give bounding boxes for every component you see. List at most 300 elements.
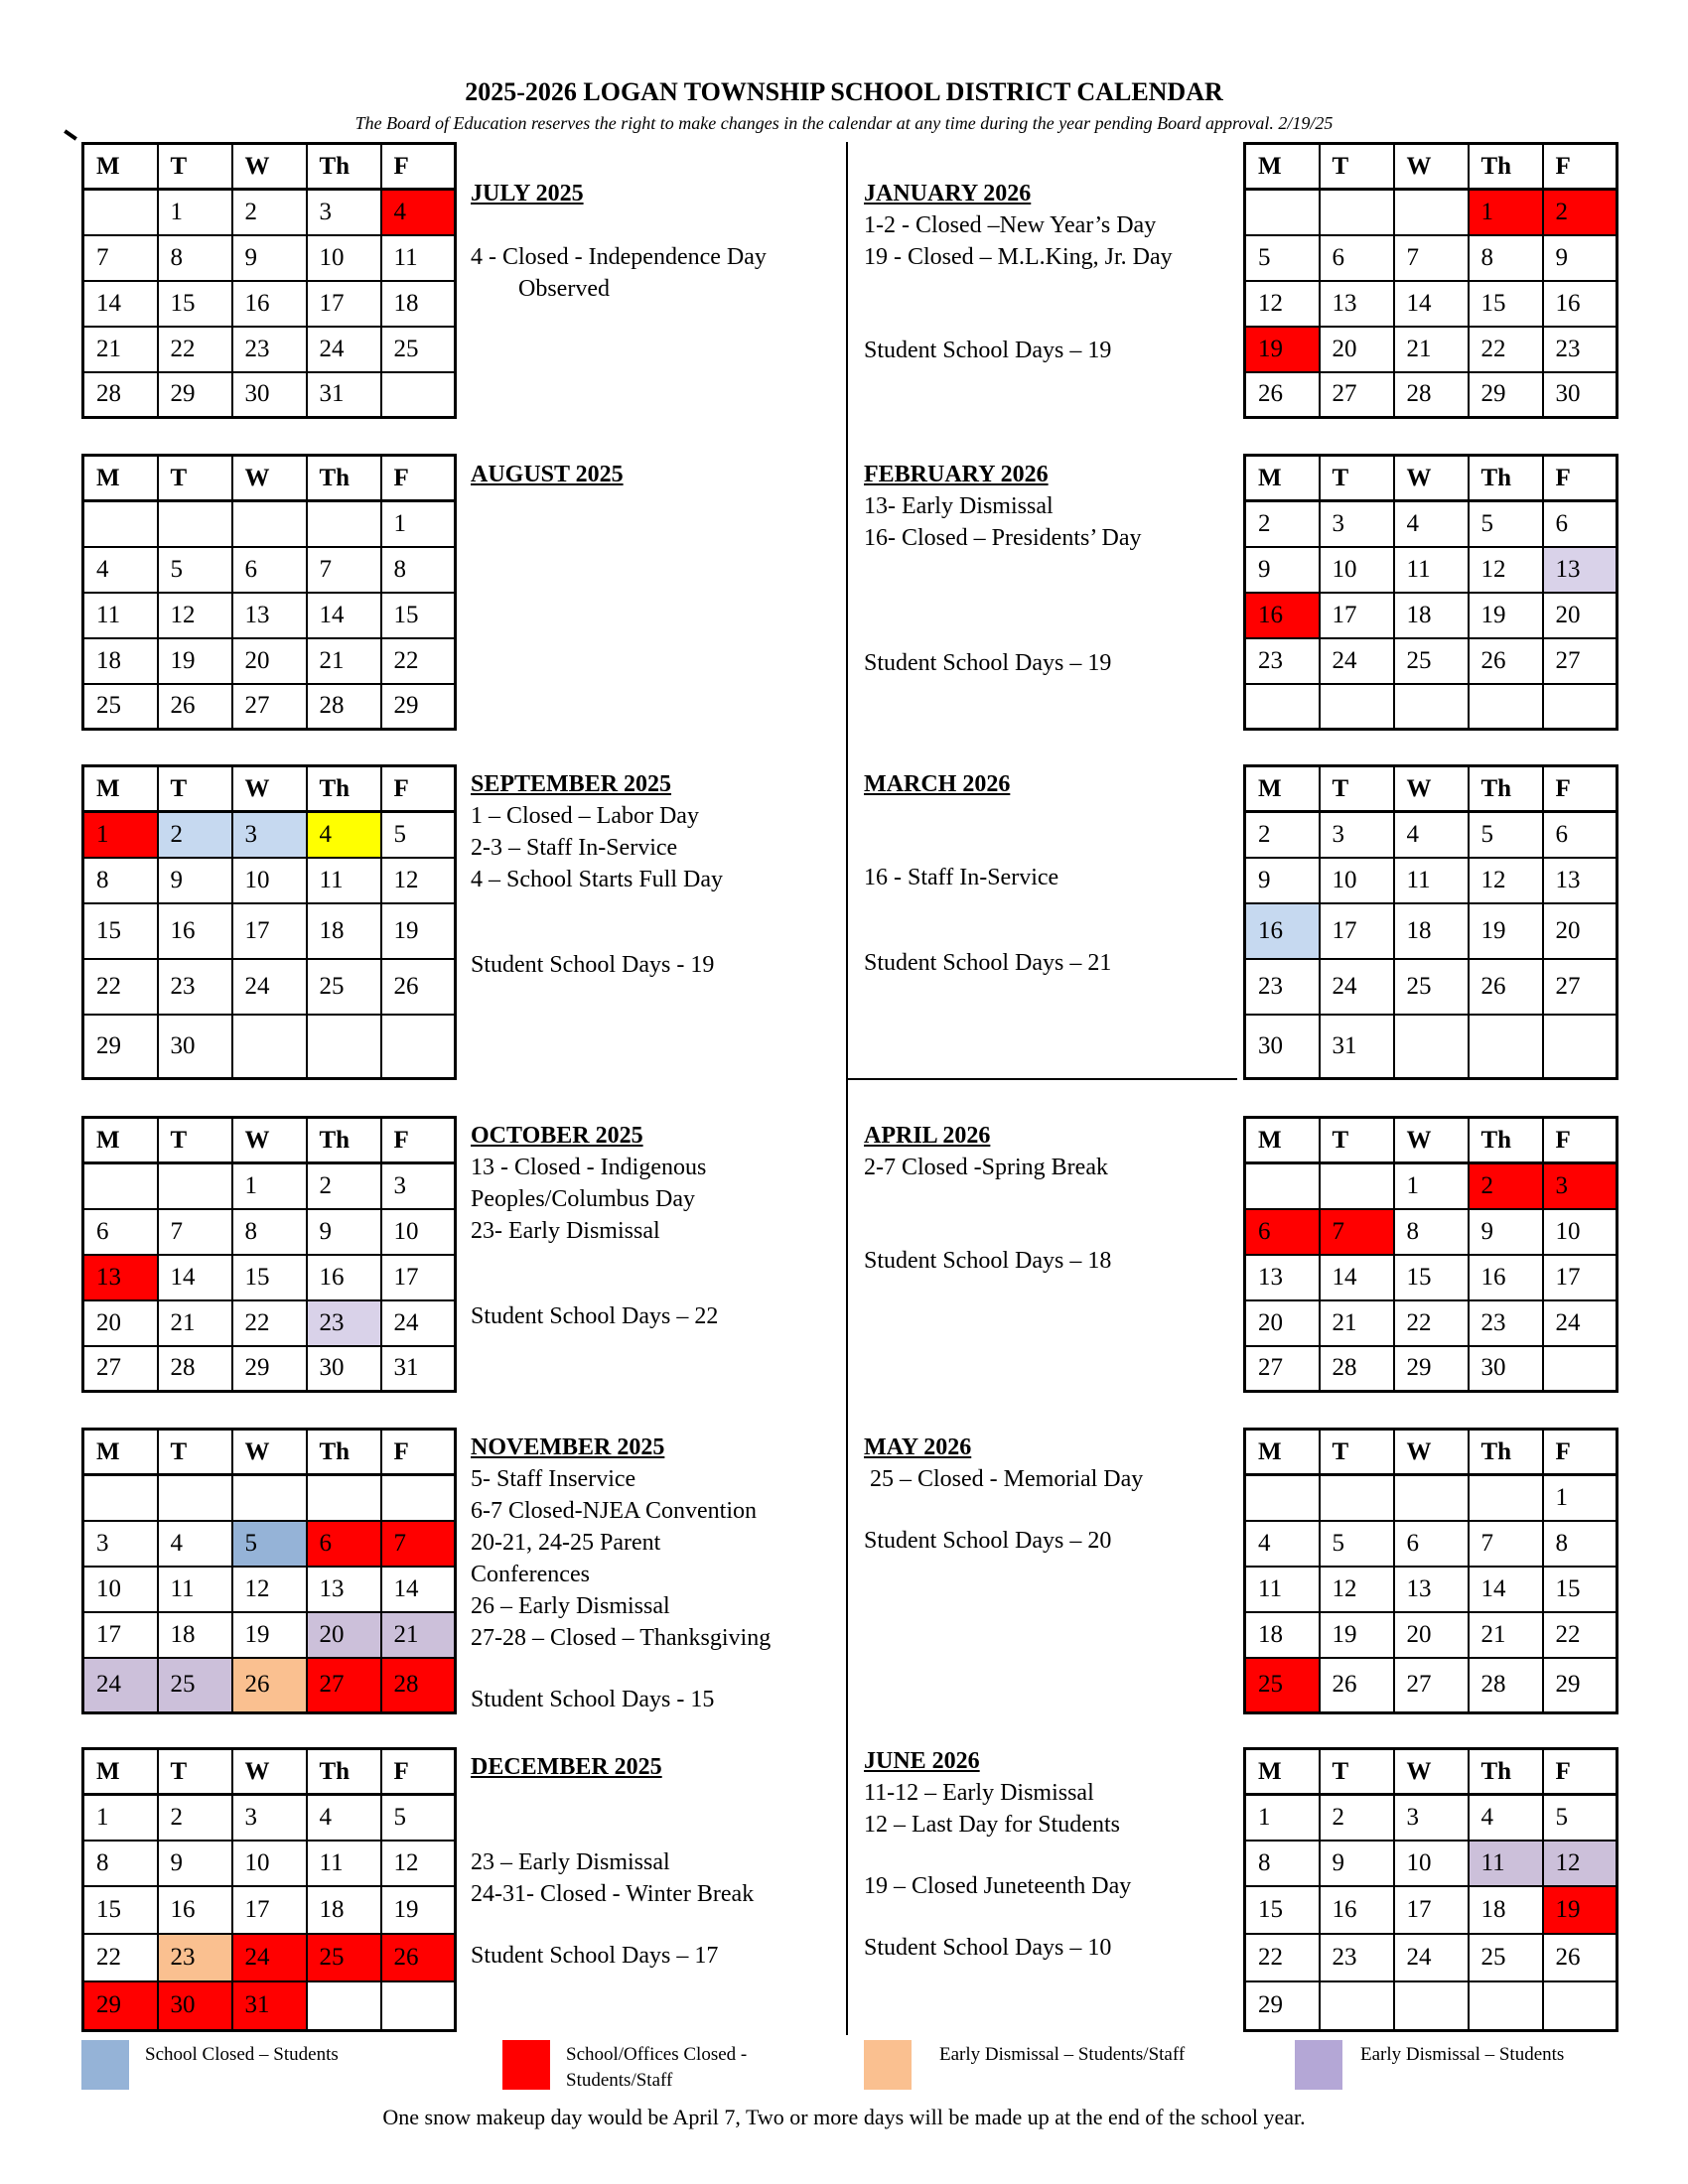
day-cell [307, 1475, 381, 1521]
weekday-header: M [1245, 766, 1320, 812]
day-cell [1245, 1475, 1320, 1521]
day-cell: 1 [232, 1163, 307, 1209]
week-row [1245, 501, 1618, 547]
day-cell: 29 [232, 1346, 307, 1392]
day-cell: 19 [1245, 327, 1320, 372]
day-cell: 3 [1394, 1795, 1469, 1841]
day-cell [1245, 1163, 1320, 1209]
day-cell: 28 [83, 372, 158, 418]
notes-dec [471, 1751, 838, 1972]
weekday-header: F [381, 144, 456, 190]
week-row [83, 638, 456, 684]
weekday-header: Th [307, 1430, 381, 1475]
week-row [1245, 1981, 1618, 2031]
day-cell: 8 [232, 1209, 307, 1255]
day-cell: 9 [1469, 1209, 1543, 1255]
day-cell: 5 [381, 812, 456, 858]
day-cell: 28 [307, 684, 381, 730]
event-feb-1: 13- Early Dismissal [864, 493, 1054, 519]
day-cell: 10 [1394, 1841, 1469, 1886]
day-cell: 2 [1245, 501, 1320, 547]
day-cell [307, 1981, 381, 2031]
day-cell [1394, 1981, 1469, 2031]
day-cell: 13 [1245, 1255, 1320, 1300]
day-cell: 13 [307, 1567, 381, 1612]
week-row [1245, 959, 1618, 1015]
day-cell [1469, 1475, 1543, 1521]
day-cell: 8 [1543, 1521, 1618, 1567]
day-cell: 5 [158, 547, 232, 593]
day-cell: 27 [1394, 1658, 1469, 1713]
weekday-header-row [1245, 1430, 1618, 1475]
event-jan-2: 19 - Closed – M.L.King, Jr. Day [864, 244, 1173, 270]
week-row [83, 1886, 456, 1934]
day-cell [1320, 1475, 1394, 1521]
day-cell: 27 [1245, 1346, 1320, 1392]
event-jul-2: Observed [518, 276, 610, 302]
weekday-header: W [1394, 1118, 1469, 1163]
day-cell: 22 [83, 1934, 158, 1981]
day-cell: 2 [1245, 812, 1320, 858]
week-row [1245, 812, 1618, 858]
day-cell: 11 [1245, 1567, 1320, 1612]
day-cell: 9 [307, 1209, 381, 1255]
day-cell: 17 [83, 1612, 158, 1658]
day-cell: 24 [1394, 1934, 1469, 1981]
day-cell: 31 [1320, 1015, 1394, 1079]
day-cell: 30 [1469, 1346, 1543, 1392]
event-feb-2: 16- Closed – Presidents’ Day [864, 525, 1142, 551]
day-cell: 1 [1543, 1475, 1618, 1521]
day-cell: 27 [83, 1346, 158, 1392]
school-days-jan: Student School Days – 19 [864, 338, 1112, 363]
day-cell: 14 [83, 281, 158, 327]
day-cell: 24 [232, 1934, 307, 1981]
day-cell: 5 [1469, 501, 1543, 547]
day-cell: 11 [1394, 547, 1469, 593]
calendar-grid-apr [1243, 1116, 1618, 1393]
weekday-header: F [381, 1118, 456, 1163]
weekday-header-row [1245, 1749, 1618, 1795]
legend-label-school-closed: School Closed – Students [145, 2044, 339, 2065]
weekday-header: Th [1469, 144, 1543, 190]
week-row [1245, 593, 1618, 638]
day-cell: 27 [1320, 372, 1394, 418]
day-cell: 10 [232, 1841, 307, 1886]
week-row [83, 684, 456, 730]
day-cell: 8 [1245, 1841, 1320, 1886]
day-cell: 18 [1245, 1612, 1320, 1658]
day-cell: 21 [1394, 327, 1469, 372]
day-cell: 20 [1543, 903, 1618, 959]
day-cell: 2 [1320, 1795, 1394, 1841]
week-row [83, 903, 456, 959]
day-cell: 20 [307, 1612, 381, 1658]
weekday-header: T [158, 766, 232, 812]
week-row [1245, 1521, 1618, 1567]
week-row [83, 1346, 456, 1392]
day-cell: 15 [381, 593, 456, 638]
weekday-header: Th [1469, 766, 1543, 812]
month-title-oct: OCTOBER 2025 [471, 1123, 643, 1149]
day-cell: 5 [381, 1795, 456, 1841]
week-row [83, 1567, 456, 1612]
weekday-header: W [232, 1749, 307, 1795]
day-cell: 29 [83, 1015, 158, 1079]
day-cell [1320, 1163, 1394, 1209]
day-cell [1245, 684, 1320, 730]
day-cell [381, 1015, 456, 1079]
day-cell: 15 [232, 1255, 307, 1300]
day-cell: 4 [1394, 501, 1469, 547]
day-cell: 18 [83, 638, 158, 684]
weekday-header-row [83, 766, 456, 812]
week-row [83, 812, 456, 858]
day-cell [1320, 1981, 1394, 2031]
day-cell: 14 [381, 1567, 456, 1612]
day-cell: 28 [1469, 1658, 1543, 1713]
day-cell [1543, 1346, 1618, 1392]
day-cell: 23 [232, 327, 307, 372]
weekday-header: T [1320, 456, 1394, 501]
day-cell [232, 501, 307, 547]
day-cell: 22 [158, 327, 232, 372]
day-cell: 31 [381, 1346, 456, 1392]
day-cell: 16 [1245, 593, 1320, 638]
day-cell: 8 [1394, 1209, 1469, 1255]
day-cell: 8 [158, 235, 232, 281]
day-cell: 19 [1469, 903, 1543, 959]
day-cell: 24 [381, 1300, 456, 1346]
day-cell: 27 [1543, 638, 1618, 684]
day-cell [1469, 1981, 1543, 2031]
week-row [83, 1521, 456, 1567]
calendar-grid-mar [1243, 764, 1618, 1080]
weekday-header: Th [1469, 456, 1543, 501]
weekday-header: M [1245, 456, 1320, 501]
legend-swatch-early-all [864, 2040, 912, 2090]
day-cell: 20 [1245, 1300, 1320, 1346]
notes-sep [471, 768, 838, 981]
school-days-feb: Student School Days – 19 [864, 650, 1112, 676]
day-cell: 12 [1469, 547, 1543, 593]
calendar-grid-feb [1243, 454, 1618, 731]
weekday-header-row [83, 1430, 456, 1475]
weekday-header-row [1245, 766, 1618, 812]
day-cell: 1 [1245, 1795, 1320, 1841]
day-cell: 19 [1469, 593, 1543, 638]
day-cell: 13 [1543, 547, 1618, 593]
day-cell: 25 [381, 327, 456, 372]
weekday-header: W [232, 456, 307, 501]
day-cell: 25 [307, 959, 381, 1015]
weekday-header: M [83, 456, 158, 501]
weekday-header: M [1245, 144, 1320, 190]
day-cell: 26 [158, 684, 232, 730]
day-cell: 16 [1543, 281, 1618, 327]
calendar-grid-jun [1243, 1747, 1618, 2032]
calendar-grid-oct [81, 1116, 457, 1393]
day-cell: 2 [158, 812, 232, 858]
legend-label-offices-closed [566, 2042, 747, 2094]
legend-label-early-students: Early Dismissal – Students [1360, 2044, 1565, 2065]
day-cell: 16 [232, 281, 307, 327]
day-cell [83, 190, 158, 235]
day-cell [1469, 684, 1543, 730]
day-cell: 29 [83, 1981, 158, 2031]
day-cell: 26 [381, 959, 456, 1015]
day-cell: 27 [232, 684, 307, 730]
day-cell: 16 [307, 1255, 381, 1300]
school-days-jun: Student School Days – 10 [864, 1935, 1112, 1961]
day-cell: 3 [307, 190, 381, 235]
day-cell [307, 1015, 381, 1079]
day-cell [1394, 1015, 1469, 1079]
day-cell [1394, 684, 1469, 730]
notes-apr [864, 1120, 1236, 1277]
day-cell: 22 [1394, 1300, 1469, 1346]
event-nov-4: Conferences [471, 1562, 590, 1587]
notes-may [864, 1432, 1236, 1557]
event-sep-3: 4 – School Starts Full Day [471, 867, 724, 892]
day-cell: 13 [83, 1255, 158, 1300]
day-cell: 28 [1394, 372, 1469, 418]
day-cell: 18 [158, 1612, 232, 1658]
day-cell: 9 [158, 858, 232, 903]
month-title-mar: MARCH 2026 [864, 771, 1011, 797]
weekday-header: Th [307, 1749, 381, 1795]
day-cell [1394, 190, 1469, 235]
day-cell: 12 [381, 858, 456, 903]
legend-label-offices-closed-line1: School/Offices Closed - [566, 2044, 748, 2065]
weekday-header: Th [1469, 1749, 1543, 1795]
day-cell: 9 [1543, 235, 1618, 281]
day-cell: 18 [1469, 1886, 1543, 1934]
day-cell: 17 [232, 903, 307, 959]
month-title-jan: JANUARY 2026 [864, 181, 1032, 206]
day-cell: 6 [1394, 1521, 1469, 1567]
day-cell: 10 [1543, 1209, 1618, 1255]
day-cell [1543, 1015, 1618, 1079]
event-jun-2: 12 – Last Day for Students [864, 1812, 1120, 1838]
day-cell: 25 [83, 684, 158, 730]
day-cell: 25 [158, 1658, 232, 1713]
day-cell: 26 [1469, 638, 1543, 684]
day-cell [1394, 1475, 1469, 1521]
day-cell: 26 [1245, 372, 1320, 418]
day-cell: 13 [1394, 1567, 1469, 1612]
event-nov-2: 6-7 Closed-NJEA Convention [471, 1498, 757, 1524]
notes-aug [471, 459, 838, 490]
day-cell: 3 [83, 1521, 158, 1567]
week-row [83, 235, 456, 281]
event-jan-1: 1-2 - Closed –New Year’s Day [864, 212, 1157, 238]
day-cell: 4 [381, 190, 456, 235]
day-cell: 29 [381, 684, 456, 730]
day-cell: 19 [1320, 1612, 1394, 1658]
event-oct-3: 23- Early Dismissal [471, 1218, 660, 1244]
weekday-header: F [381, 1749, 456, 1795]
day-cell: 29 [158, 372, 232, 418]
day-cell: 13 [1543, 858, 1618, 903]
weekday-header: W [232, 1430, 307, 1475]
day-cell [83, 1163, 158, 1209]
day-cell: 12 [1543, 1841, 1618, 1886]
weekday-header: T [158, 1430, 232, 1475]
day-cell: 5 [232, 1521, 307, 1567]
day-cell: 24 [232, 959, 307, 1015]
weekday-header-row [1245, 1118, 1618, 1163]
weekday-header-row [1245, 456, 1618, 501]
day-cell: 12 [232, 1567, 307, 1612]
weekday-header: Th [307, 766, 381, 812]
day-cell: 14 [158, 1255, 232, 1300]
day-cell: 2 [307, 1163, 381, 1209]
day-cell: 30 [158, 1981, 232, 2031]
weekday-header: T [158, 1749, 232, 1795]
day-cell: 16 [1320, 1886, 1394, 1934]
weekday-header: T [158, 1118, 232, 1163]
month-title-may: MAY 2026 [864, 1434, 972, 1460]
event-dec-1: 23 – Early Dismissal [471, 1849, 670, 1875]
day-cell [158, 501, 232, 547]
month-title-feb: FEBRUARY 2026 [864, 462, 1049, 487]
day-cell: 13 [232, 593, 307, 638]
day-cell [158, 1475, 232, 1521]
day-cell [307, 501, 381, 547]
day-cell: 1 [381, 501, 456, 547]
day-cell [232, 1475, 307, 1521]
day-cell: 21 [158, 1300, 232, 1346]
day-cell: 3 [1320, 812, 1394, 858]
week-row [1245, 1795, 1618, 1841]
day-cell: 9 [1320, 1841, 1394, 1886]
day-cell: 17 [307, 281, 381, 327]
weekday-header: M [83, 1430, 158, 1475]
notes-oct [471, 1120, 838, 1332]
day-cell: 16 [1245, 903, 1320, 959]
day-cell: 3 [1320, 501, 1394, 547]
day-cell: 20 [1394, 1612, 1469, 1658]
weekday-header: W [1394, 766, 1469, 812]
weekday-header: M [83, 144, 158, 190]
day-cell: 24 [307, 327, 381, 372]
day-cell: 13 [1320, 281, 1394, 327]
notes-feb [864, 459, 1236, 679]
day-cell: 14 [307, 593, 381, 638]
event-oct-1: 13 - Closed - Indigenous [471, 1155, 707, 1180]
day-cell: 17 [381, 1255, 456, 1300]
day-cell: 15 [1543, 1567, 1618, 1612]
month-title-jul: JULY 2025 [471, 181, 584, 206]
page-subtitle: The Board of Education reserves the right to make changes in the calendar at any time during the year pending Board approval. 2/19/25 [354, 113, 1334, 133]
day-cell: 4 [83, 547, 158, 593]
weekday-header: M [1245, 1749, 1320, 1795]
day-cell: 14 [1320, 1255, 1394, 1300]
weekday-header: T [1320, 766, 1394, 812]
week-row [1245, 1015, 1618, 1079]
day-cell: 9 [158, 1841, 232, 1886]
weekday-header-row [83, 456, 456, 501]
day-cell: 31 [307, 372, 381, 418]
weekday-header: W [232, 1118, 307, 1163]
day-cell: 18 [381, 281, 456, 327]
week-row [83, 1981, 456, 2031]
day-cell: 15 [83, 903, 158, 959]
week-row [83, 501, 456, 547]
week-row [1245, 190, 1618, 235]
march-april-divider [848, 1078, 1237, 1080]
week-row [1245, 1658, 1618, 1713]
week-row [1245, 1886, 1618, 1934]
day-cell: 29 [1394, 1346, 1469, 1392]
school-days-oct: Student School Days – 22 [471, 1303, 719, 1329]
event-apr-1: 2-7 Closed -Spring Break [864, 1155, 1108, 1180]
day-cell: 21 [1320, 1300, 1394, 1346]
notes-jan [864, 178, 1236, 366]
week-row [1245, 1346, 1618, 1392]
day-cell: 12 [381, 1841, 456, 1886]
day-cell: 22 [381, 638, 456, 684]
day-cell: 2 [1543, 190, 1618, 235]
day-cell: 20 [83, 1300, 158, 1346]
event-nov-5: 26 – Early Dismissal [471, 1593, 670, 1619]
week-row [1245, 858, 1618, 903]
day-cell: 29 [1469, 372, 1543, 418]
day-cell: 17 [1543, 1255, 1618, 1300]
day-cell: 30 [158, 1015, 232, 1079]
event-nov-1: 5- Staff Inservice [471, 1466, 636, 1492]
day-cell: 27 [307, 1658, 381, 1713]
weekday-header-row [83, 144, 456, 190]
day-cell [83, 501, 158, 547]
day-cell: 11 [381, 235, 456, 281]
day-cell: 6 [83, 1209, 158, 1255]
day-cell: 22 [232, 1300, 307, 1346]
day-cell: 26 [381, 1934, 456, 1981]
day-cell: 19 [381, 1886, 456, 1934]
week-row [83, 1015, 456, 1079]
day-cell: 8 [83, 1841, 158, 1886]
week-row [83, 593, 456, 638]
week-row [1245, 1475, 1618, 1521]
day-cell [158, 1163, 232, 1209]
week-row [83, 1934, 456, 1981]
week-row [83, 1841, 456, 1886]
weekday-header: F [381, 1430, 456, 1475]
day-cell [1320, 684, 1394, 730]
weekday-header: Th [307, 1118, 381, 1163]
day-cell: 23 [1245, 638, 1320, 684]
day-cell: 30 [232, 372, 307, 418]
week-row [1245, 235, 1618, 281]
weekday-header-row [83, 1749, 456, 1795]
day-cell: 7 [1320, 1209, 1394, 1255]
week-row [1245, 1934, 1618, 1981]
day-cell: 21 [1469, 1612, 1543, 1658]
day-cell: 30 [1543, 372, 1618, 418]
weekday-header: Th [307, 456, 381, 501]
weekday-header: M [1245, 1118, 1320, 1163]
week-row [1245, 1567, 1618, 1612]
day-cell: 3 [381, 1163, 456, 1209]
event-jun-1: 11-12 – Early Dismissal [864, 1780, 1094, 1806]
weekday-header: Th [1469, 1430, 1543, 1475]
day-cell: 7 [1469, 1521, 1543, 1567]
day-cell: 21 [381, 1612, 456, 1658]
week-row [83, 1475, 456, 1521]
day-cell: 20 [232, 638, 307, 684]
